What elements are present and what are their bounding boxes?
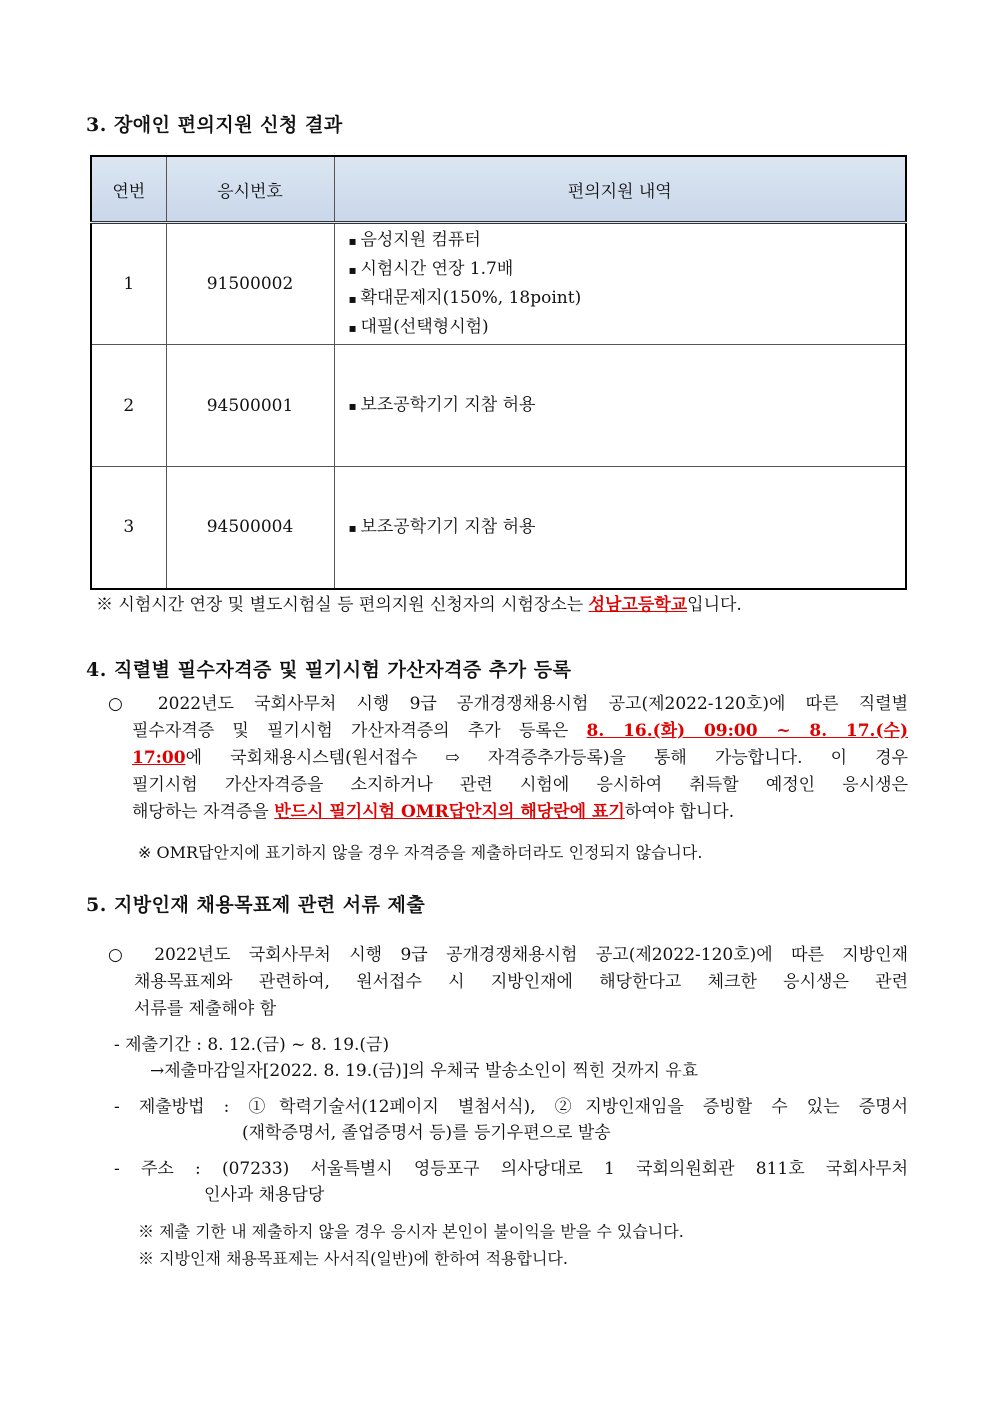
table-row bbox=[91, 223, 906, 345]
submission-method: - 제출방법 : ①학력기술서(12페이지 별첨서식), ②지방인재임을 증빙할 수 있는 증명서 bbox=[114, 1097, 908, 1117]
table-header-row bbox=[91, 156, 906, 223]
row-no: 1 bbox=[91, 223, 166, 345]
submission-address-cont: 인사과 채용담당 bbox=[204, 1185, 325, 1205]
header-exam-number: 응시번호 bbox=[166, 156, 334, 223]
s5-line: 채용목표제와 관련하여, 원서접수 시 지방인재에 해당한다고 체크한 응시생은 관련 bbox=[134, 972, 908, 992]
s5-line: 서류를 제출해야 함 bbox=[134, 999, 277, 1019]
submission-period: - 제출기간 : 8. 12.(금) ~ 8. 19.(금) bbox=[114, 1035, 390, 1055]
highlight-omr: 반드시 필기시험 OMR답안지의 해당란에 표기 bbox=[274, 802, 625, 822]
s4-text: 에 국회채용시스템(원서접수 ⇨ 자격증추가등록)을 통해 가능합니다. 이 경우 bbox=[185, 748, 908, 768]
note-text: ※ 시험시간 연장 및 별도시험실 등 편의지원 신청자의 시험장소는 bbox=[96, 595, 589, 615]
omr-note: ※ OMR답안지에 표기하지 않을 경우 자격증을 제출하더라도 인정되지 않습니다. bbox=[138, 843, 703, 862]
section-5-body bbox=[108, 942, 908, 1023]
row-support-items bbox=[334, 223, 906, 345]
support-item: ▪ 시험시간 연장 1.7배 bbox=[349, 255, 905, 284]
s4-line bbox=[132, 799, 908, 826]
s5-note-1: ※ 제출 기한 내 제출하지 않을 경우 응시자 본인이 불이익을 받을 수 있습니다. bbox=[138, 1222, 684, 1241]
convenience-support-table bbox=[90, 155, 907, 590]
exam-location-note bbox=[96, 592, 742, 619]
s5-line: ○ 2022년도 국회사무처 시행 9급 공개경쟁채용시험 공고(제2022-120호)에 따른 지방인재 bbox=[108, 945, 908, 965]
s4-text: 필수자격증 및 필기시험 가산자격증의 추가 등록은 bbox=[132, 721, 587, 741]
section-5-heading: 5. 지방인재 채용목표제 관련 서류 제출 bbox=[86, 894, 426, 916]
support-item: ▪ 보조공학기기 지참 허용 bbox=[349, 513, 905, 542]
s4-line bbox=[132, 718, 908, 745]
s4-line bbox=[132, 745, 908, 772]
note-text-end: 입니다. bbox=[687, 595, 742, 615]
s4-line: 필기시험 가산자격증을 소지하거나 관련 시험에 응시하여 취득할 예정인 응시생은 bbox=[132, 775, 908, 795]
row-no: 3 bbox=[91, 467, 166, 589]
row-no: 2 bbox=[91, 345, 166, 467]
row-exam-number: 94500004 bbox=[166, 467, 334, 589]
table-row bbox=[91, 467, 906, 589]
s4-text: 하여야 합니다. bbox=[624, 802, 735, 822]
submission-address: - 주소 : (07233) 서울특별시 영등포구 의사당대로 1 국회의원회관 811호 국회사무처 bbox=[114, 1159, 908, 1179]
submission-method-cont: (재학증명서, 졸업증명서 등)를 등기우편으로 발송 bbox=[242, 1123, 611, 1143]
section-4-body bbox=[108, 691, 908, 826]
row-exam-number: 91500002 bbox=[166, 223, 334, 345]
s5-note-2: ※ 지방인재 채용목표제는 사서직(일반)에 한하여 적용합니다. bbox=[138, 1249, 568, 1268]
support-item: ▪ 대필(선택형시험) bbox=[349, 313, 905, 342]
section-3-heading: 3. 장애인 편의지원 신청 결과 bbox=[86, 114, 343, 136]
row-support-items bbox=[334, 467, 906, 589]
header-support-details: 편의지원 내역 bbox=[334, 156, 906, 223]
row-exam-number: 94500001 bbox=[166, 345, 334, 467]
table-row bbox=[91, 345, 906, 467]
submission-deadline: →제출마감일자[2022. 8. 19.(금)]의 우체국 발송소인이 찍힌 것까지 유효 bbox=[150, 1061, 699, 1081]
highlight-time: 17:00 bbox=[132, 748, 186, 768]
s4-line: ○ 2022년도 국회사무처 시행 9급 공개경쟁채용시험 공고(제2022-120호)에 따른 직렬별 bbox=[108, 694, 908, 714]
support-item: ▪ 음성지원 컴퓨터 bbox=[349, 226, 905, 255]
highlight-period: 8. 16.(화) 09:00 ~ 8. 17.(수) bbox=[586, 721, 908, 741]
header-no: 연번 bbox=[91, 156, 166, 223]
support-item: ▪ 확대문제지(150%, 18point) bbox=[349, 284, 905, 313]
highlight-school: 성남고등학교 bbox=[588, 595, 688, 615]
row-support-items bbox=[334, 345, 906, 467]
support-item: ▪ 보조공학기기 지참 허용 bbox=[349, 391, 905, 420]
s4-text: 해당하는 자격증을 bbox=[132, 802, 275, 822]
section-4-heading: 4. 직렬별 필수자격증 및 필기시험 가산자격증 추가 등록 bbox=[86, 659, 572, 681]
